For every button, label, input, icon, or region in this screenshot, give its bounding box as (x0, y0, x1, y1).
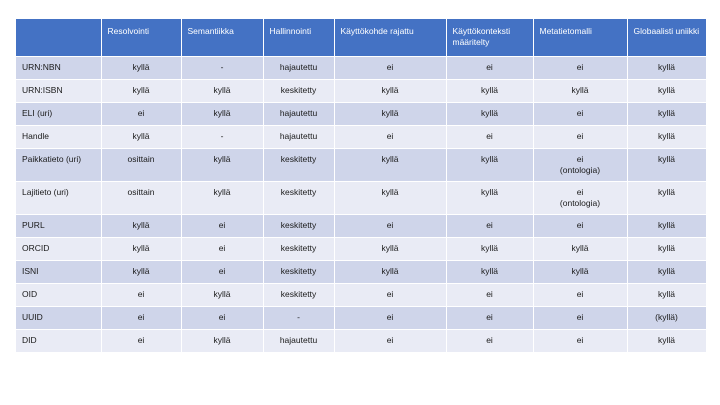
table-cell: kyllä (334, 80, 446, 103)
row-label: Paikkatieto (uri) (16, 149, 101, 182)
header-row (16, 19, 706, 57)
table-cell: ei (ontologia) (533, 149, 627, 182)
table-cell: kyllä (101, 57, 181, 80)
row-label: Handle (16, 126, 101, 149)
table-cell: kyllä (181, 330, 263, 353)
table-cell: ei (181, 215, 263, 238)
table-cell: kyllä (627, 330, 706, 353)
row-label: ELI (uri) (16, 103, 101, 126)
table-cell: kyllä (627, 57, 706, 80)
table-row (16, 57, 706, 80)
table-cell: kyllä (627, 215, 706, 238)
table-cell: ei (533, 57, 627, 80)
table-cell: ei (181, 261, 263, 284)
header-cell-metatietomalli: Metatietomalli (533, 19, 627, 57)
table-cell: kyllä (334, 182, 446, 215)
table-cell: hajautettu (263, 103, 334, 126)
table-cell: - (263, 307, 334, 330)
table-cell: ei (446, 57, 533, 80)
table-cell: keskitetty (263, 284, 334, 307)
table-cell: ei (446, 215, 533, 238)
table-cell: kyllä (446, 80, 533, 103)
row-label: Lajitieto (uri) (16, 182, 101, 215)
table-cell: keskitetty (263, 215, 334, 238)
table-cell: kyllä (101, 126, 181, 149)
table-cell: kyllä (334, 149, 446, 182)
table-row (16, 215, 706, 238)
table-cell: kyllä (334, 238, 446, 261)
table-cell: kyllä (181, 103, 263, 126)
table-cell: ei (101, 330, 181, 353)
header-cell-resolvointi: Resolvointi (101, 19, 181, 57)
table-cell: kyllä (627, 238, 706, 261)
table-cell: kyllä (627, 126, 706, 149)
table-cell: kyllä (627, 80, 706, 103)
table-row (16, 149, 706, 182)
table-cell: kyllä (533, 261, 627, 284)
table-cell: kyllä (181, 182, 263, 215)
identifier-comparison-table (16, 19, 707, 352)
table-cell: kyllä (627, 149, 706, 182)
table-cell: ei (446, 126, 533, 149)
header-cell-semantiikka: Semantiikka (181, 19, 263, 57)
table-cell: ei (334, 215, 446, 238)
table-cell: hajautettu (263, 126, 334, 149)
row-label: ISNI (16, 261, 101, 284)
table-cell: keskitetty (263, 182, 334, 215)
table-cell: ei (446, 307, 533, 330)
table-cell: keskitetty (263, 80, 334, 103)
header-cell-kayttokonteksti: Käyttökonteksti määritelty (446, 19, 533, 57)
table-cell: kyllä (627, 261, 706, 284)
table-cell: ei (181, 238, 263, 261)
table-cell: kyllä (334, 103, 446, 126)
table-cell: keskitetty (263, 261, 334, 284)
table-cell: ei (533, 284, 627, 307)
table-cell: osittain (101, 149, 181, 182)
row-label: DID (16, 330, 101, 353)
header-cell-kayttokohde: Käyttökohde rajattu (334, 19, 446, 57)
table-cell: ei (446, 330, 533, 353)
table-cell: kyllä (627, 103, 706, 126)
table-cell: hajautettu (263, 330, 334, 353)
table-cell: kyllä (446, 182, 533, 215)
table-cell: kyllä (446, 103, 533, 126)
table-cell: (kyllä) (627, 307, 706, 330)
table-cell: - (181, 126, 263, 149)
table-cell: kyllä (446, 261, 533, 284)
table-cell: ei (533, 126, 627, 149)
table-cell: osittain (101, 182, 181, 215)
table-cell: ei (334, 57, 446, 80)
table-cell: ei (334, 307, 446, 330)
table-body (16, 57, 706, 353)
table-row (16, 80, 706, 103)
table-row (16, 238, 706, 261)
table-cell: ei (533, 307, 627, 330)
table-cell: kyllä (181, 80, 263, 103)
table-cell: ei (334, 284, 446, 307)
table-row (16, 182, 706, 215)
table-cell: kyllä (101, 80, 181, 103)
table-cell: kyllä (533, 80, 627, 103)
header-cell-hallinnointi: Hallinnointi (263, 19, 334, 57)
table-cell: kyllä (627, 284, 706, 307)
table-cell: ei (446, 284, 533, 307)
table-cell: ei (ontologia) (533, 182, 627, 215)
table-cell: ei (533, 330, 627, 353)
header-cell-globaalisti-uniikki: Globaalisti uniikki (627, 19, 706, 57)
table-row (16, 126, 706, 149)
table-cell: ei (181, 307, 263, 330)
table-cell: kyllä (101, 215, 181, 238)
table-cell: keskitetty (263, 238, 334, 261)
table-row (16, 261, 706, 284)
table-cell: ei (334, 330, 446, 353)
table-cell: ei (533, 103, 627, 126)
table-cell: hajautettu (263, 57, 334, 80)
table-cell: keskitetty (263, 149, 334, 182)
table-cell: kyllä (181, 149, 263, 182)
table-cell: kyllä (181, 284, 263, 307)
table-row (16, 330, 706, 353)
table-cell: ei (101, 103, 181, 126)
table-cell: ei (334, 126, 446, 149)
row-label: OID (16, 284, 101, 307)
table-cell: kyllä (101, 238, 181, 261)
table-cell: kyllä (627, 182, 706, 215)
row-label: PURL (16, 215, 101, 238)
table-cell: kyllä (446, 238, 533, 261)
table-cell: ei (533, 215, 627, 238)
table-cell: kyllä (334, 261, 446, 284)
row-label: UUID (16, 307, 101, 330)
table-cell: - (181, 57, 263, 80)
table-cell: kyllä (101, 261, 181, 284)
row-label: URN:ISBN (16, 80, 101, 103)
table-row (16, 307, 706, 330)
table-cell: kyllä (446, 149, 533, 182)
table-cell: ei (101, 284, 181, 307)
row-label: ORCID (16, 238, 101, 261)
header-cell-corner (16, 19, 101, 57)
table-row (16, 284, 706, 307)
table-cell: ei (101, 307, 181, 330)
row-label: URN:NBN (16, 57, 101, 80)
table-cell: kyllä (533, 238, 627, 261)
table-row (16, 103, 706, 126)
